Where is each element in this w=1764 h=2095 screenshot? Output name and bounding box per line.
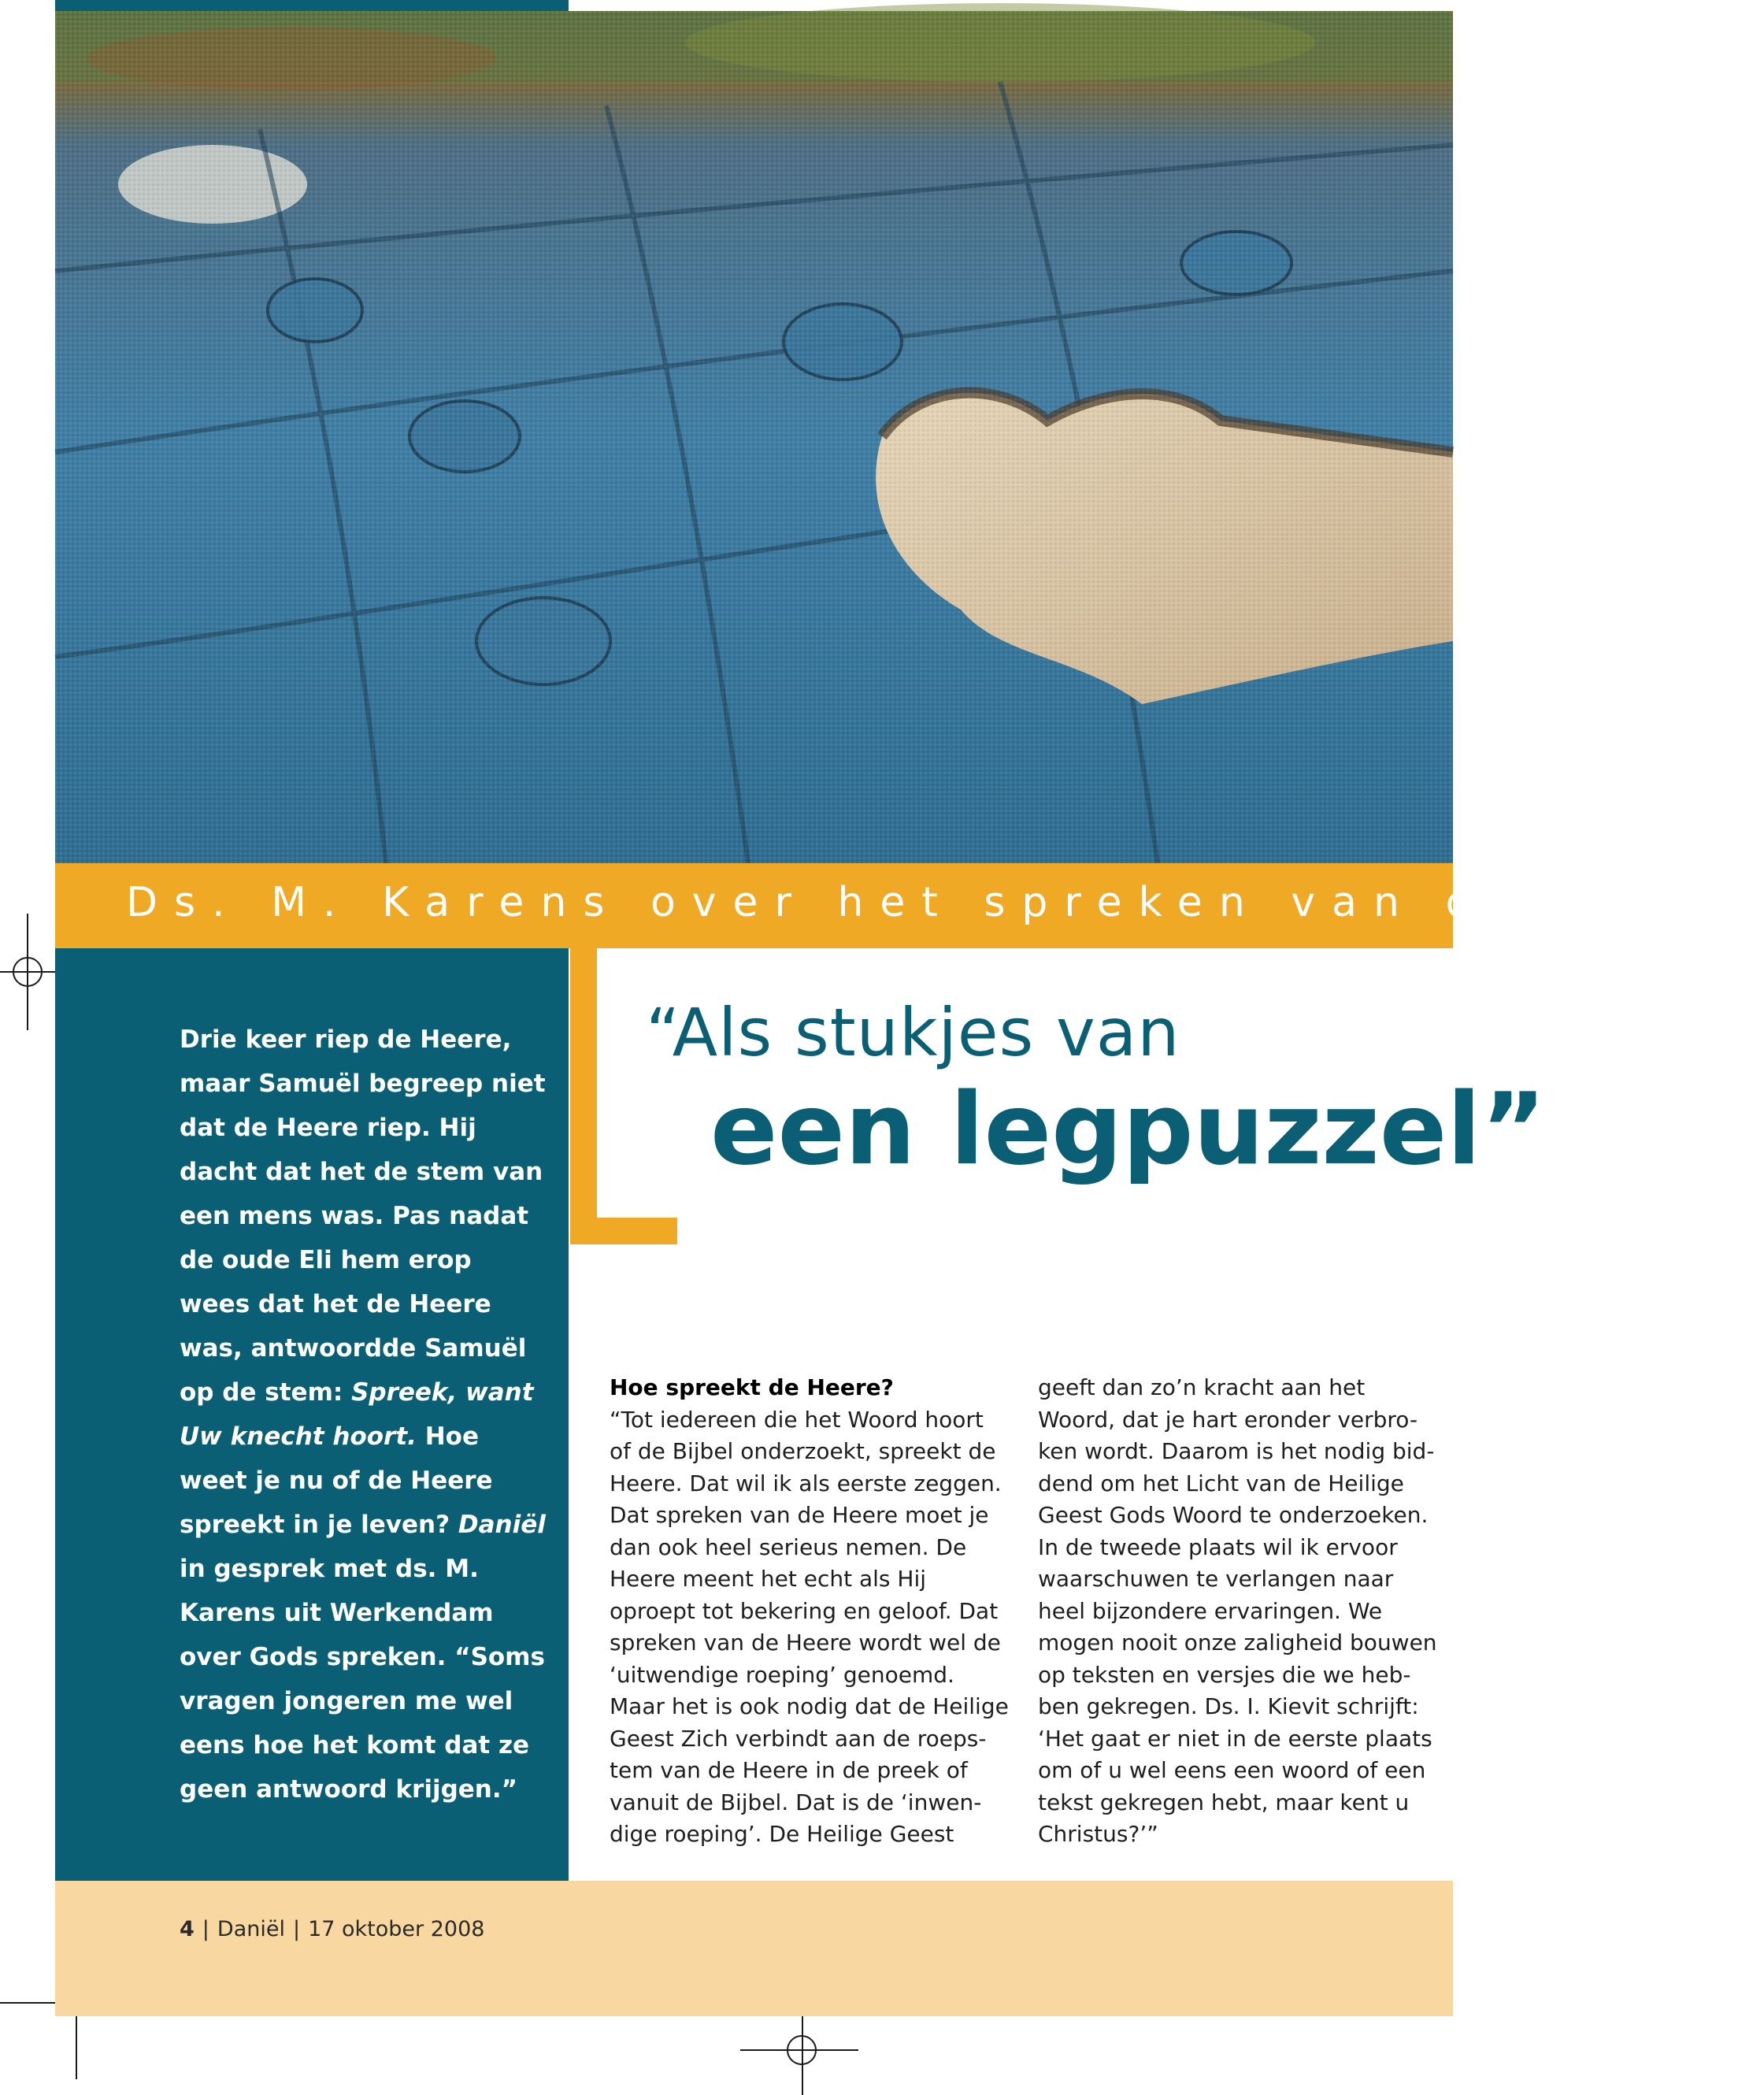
page-footer bbox=[55, 1881, 1453, 2016]
headline-line2: een legpuzzel” bbox=[710, 1071, 1547, 1187]
body-column-2 bbox=[1038, 1372, 1436, 1851]
body-line: om of u wel eens een woord of een bbox=[1038, 1757, 1426, 1783]
footer-separator: | bbox=[292, 1917, 301, 1941]
body-line: heel bijzondere ervaringen. We bbox=[1038, 1597, 1383, 1624]
subheading: Hoe spreekt de Heere? bbox=[610, 1374, 894, 1400]
intro-text bbox=[180, 1018, 550, 1811]
body-line: geeft dan zo’n kracht aan het bbox=[1038, 1374, 1366, 1400]
body-line: tekst gekregen hebt, maar kent u bbox=[1038, 1789, 1410, 1815]
body-line: Heere. Dat wil ik als eerste zeggen. bbox=[610, 1470, 1002, 1496]
body-line: dend om het Licht van de Heilige bbox=[1038, 1470, 1404, 1496]
intro-part1: Drie keer riep de Heere, maar Samuël begreep niet dat de Heere riep. Hij dacht dat het de stem van een mens was. Pas nadat de oude Eli hem erop wees dat het de Heere was, antwoordde Samuël op de stem: bbox=[180, 1025, 546, 1407]
intro-part3: in gesprek met ds. M. Karens uit Werkendam over Gods spreken. “Soms vragen jongeren me wel eens hoe het komt dat ze geen antwoord krijgen.” bbox=[180, 1555, 545, 1804]
body-line: vanuit de Bijbel. Dat is de ‘inwen- bbox=[610, 1789, 982, 1815]
footer-date: 17 oktober 2008 bbox=[308, 1917, 485, 1941]
headline-line1: “Als stukjes van bbox=[646, 994, 1180, 1071]
headline-bracket bbox=[570, 948, 597, 1244]
body-line: dan ook heel serieus nemen. De bbox=[610, 1533, 967, 1560]
page-number: 4 bbox=[180, 1917, 195, 1941]
body-line: op teksten en versjes die we heb- bbox=[1038, 1661, 1411, 1688]
footer-separator: | bbox=[202, 1917, 209, 1941]
headline-bracket bbox=[570, 1218, 677, 1244]
intro-magazine-name: Daniël bbox=[458, 1511, 546, 1539]
footer-magazine: Daniël bbox=[217, 1917, 285, 1941]
body-line: spreken van de Heere wordt wel de bbox=[610, 1630, 1001, 1656]
body-line: Geest Zich verbindt aan de roeps- bbox=[610, 1725, 987, 1752]
body-line: tem van de Heere in de preek of bbox=[610, 1757, 968, 1783]
body-line: ben gekregen. Ds. I. Kievit schrijft: bbox=[1038, 1693, 1419, 1719]
registration-mark-icon bbox=[787, 2035, 817, 2065]
body-line: ‘Het gaat er niet in de eerste plaats bbox=[1038, 1725, 1432, 1752]
body-line: dige roeping’. De Heilige Geest bbox=[610, 1821, 954, 1847]
body-line: ‘uitwendige roeping’ genoemd. bbox=[610, 1661, 954, 1688]
crop-mark bbox=[76, 2016, 77, 2079]
body-line: Woord, dat je hart eronder verbro- bbox=[1038, 1406, 1418, 1433]
section-title: Ds. M. Karens over het spreken van de Heere bbox=[126, 879, 1764, 926]
body-line: In de tweede plaats wil ik ervoor bbox=[1038, 1533, 1398, 1560]
body-line: Maar het is ook nodig dat de Heilige bbox=[610, 1693, 1009, 1719]
registration-mark-icon bbox=[13, 957, 43, 987]
body-line: “Tot iedereen die het Woord hoort bbox=[610, 1406, 984, 1433]
intro-part2: Hoe weet je nu of de Heere spreekt in je leven? bbox=[180, 1422, 493, 1539]
footer-info bbox=[180, 1917, 484, 1941]
body-line: of de Bijbel onderzoekt, spreekt de bbox=[610, 1438, 996, 1464]
body-line: oproept tot bekering en geloof. Dat bbox=[610, 1597, 999, 1624]
body-line: Christus?’” bbox=[1038, 1821, 1158, 1847]
body-line: mogen nooit onze zaligheid bouwen bbox=[1038, 1630, 1437, 1656]
crop-mark bbox=[0, 2002, 55, 2004]
body-line: Heere meent het echt als Hij bbox=[610, 1566, 927, 1592]
intro-quote: Spreek, want Uw knecht hoort. bbox=[180, 1378, 534, 1451]
body-line: waarschuwen te verlangen naar bbox=[1038, 1566, 1394, 1592]
body-line: Geest Gods Woord te onderzoeken. bbox=[1038, 1502, 1429, 1528]
puzzle-photo bbox=[55, 11, 1453, 863]
body-column-1 bbox=[610, 1372, 1007, 1851]
body-line: ken wordt. Daarom is het nodig bid- bbox=[1038, 1438, 1435, 1464]
top-accent-strip bbox=[55, 0, 569, 11]
body-line: Dat spreken van de Heere moet je bbox=[610, 1502, 989, 1528]
